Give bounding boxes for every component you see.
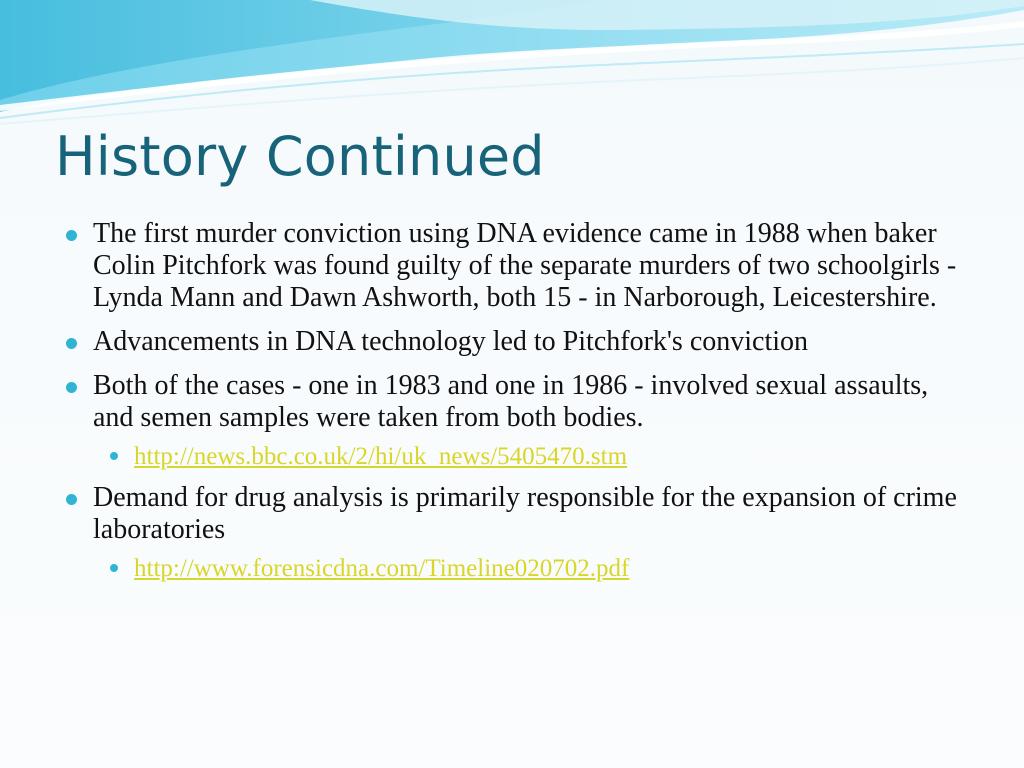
sub-bullet-item [64, 442, 959, 472]
bullet-text: Both of the cases - one in 1983 and one in 1986 - involved sexual assaults, and semen samples were taken from both bodies. [93, 370, 929, 433]
bullet-item [64, 370, 959, 434]
bullet-text: Advancements in DNA technology led to Pitchfork's conviction [93, 326, 809, 357]
bullet-item [64, 326, 959, 358]
wave-header-decoration [0, 0, 1024, 130]
bullet-dot-icon [66, 382, 77, 393]
bullet-dot-icon [66, 338, 77, 349]
bullet-text: Demand for drug analysis is primarily responsible for the expansion of crime laboratories [93, 482, 957, 545]
bullet-text: The first murder conviction using DNA evidence came in 1988 when baker Colin Pitchfork was found guilty of the separate murders of two schoolgirls - Lynda Mann and Dawn Ashworth, both 15 - in Narborough, Leicestershire. [93, 218, 957, 313]
sub-bullet-dot-icon [110, 564, 118, 572]
bullet-dot-icon [66, 494, 77, 505]
bbc-news-link[interactable]: http://news.bbc.co.uk/2/hi/uk_news/5405470.stm [134, 443, 628, 470]
bullet-item [64, 482, 959, 546]
bullet-item [64, 218, 959, 314]
sub-bullet-dot-icon [110, 452, 118, 460]
slide-title: History Continued [55, 125, 545, 188]
sub-bullet-item [64, 554, 959, 584]
bullet-list [64, 218, 959, 594]
bullet-dot-icon [66, 230, 77, 241]
forensicdna-link[interactable]: http://www.forensicdna.com/Timeline020702.pdf [134, 555, 630, 582]
